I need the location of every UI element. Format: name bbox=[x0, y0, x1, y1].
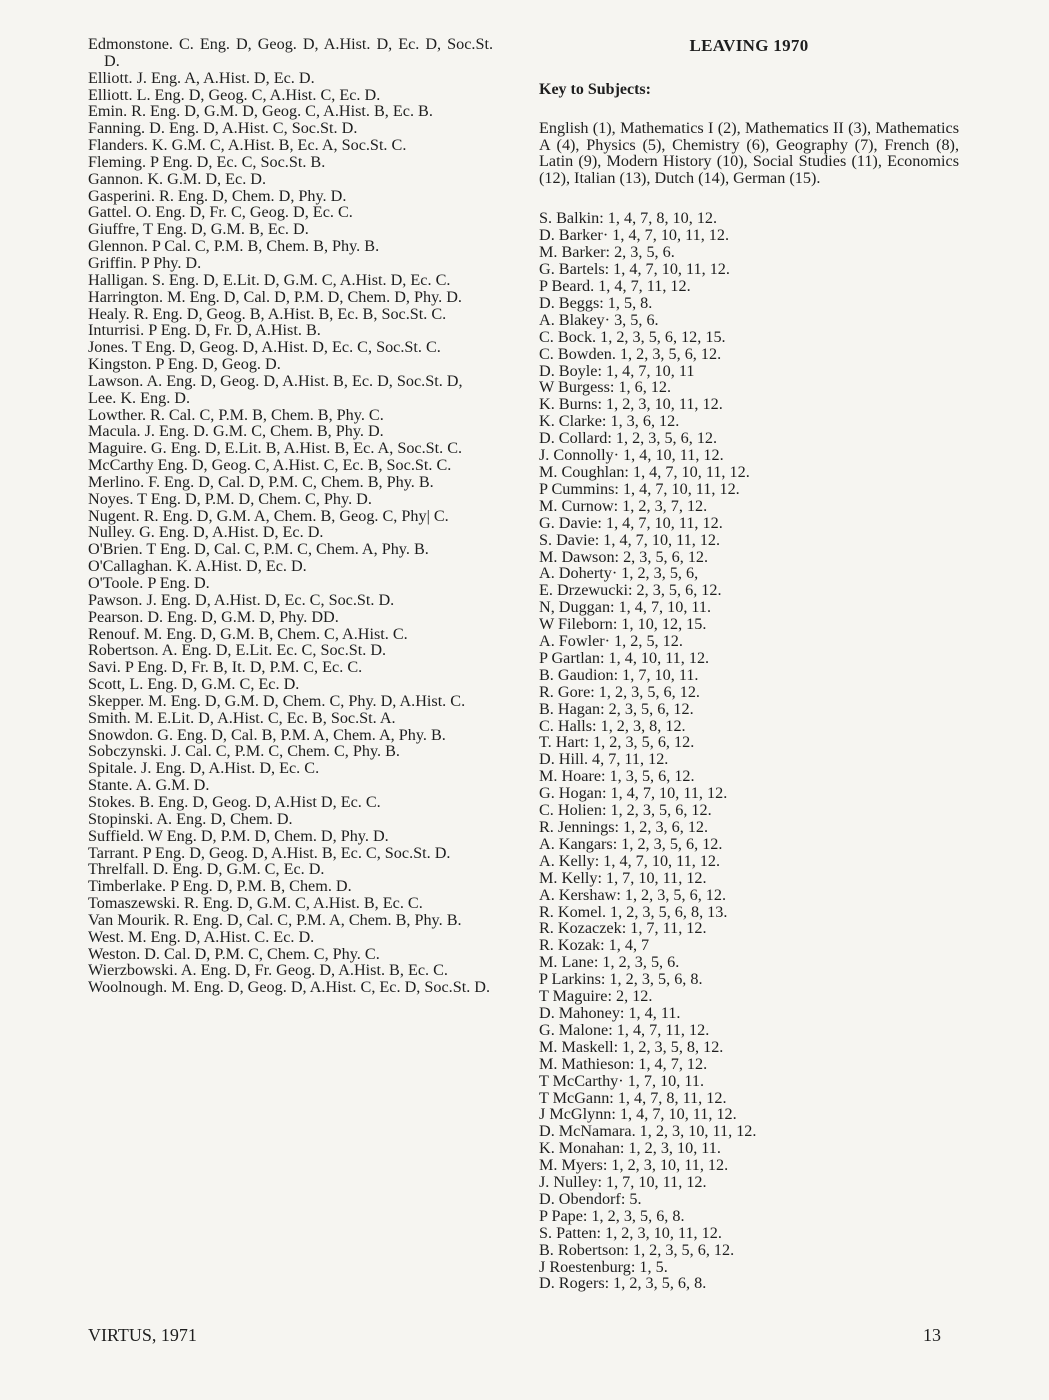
result-entry: Fanning. D. Eng. D, A.Hist. C, Soc.St. D. bbox=[88, 119, 358, 138]
student-entry: D. Collard: 1, 2, 3, 5, 6, 12. bbox=[539, 429, 718, 448]
result-entry: Scott, L. Eng. D, G.M. C, Ec. D. bbox=[88, 675, 300, 694]
student-entry: S. Davie: 1, 4, 7, 10, 11, 12. bbox=[539, 530, 721, 549]
student-entry: B. Gaudion: 1, 7, 10, 11. bbox=[539, 665, 699, 684]
student-entry: J Roestenburg: 1, 5. bbox=[539, 1257, 668, 1276]
student-entry: K. Monahan: 1, 2, 3, 10, 11. bbox=[539, 1139, 721, 1158]
student-entry: T McCarthy· 1, 7, 10, 11. bbox=[539, 1071, 705, 1090]
result-entry: Pawson. J. Eng. D, A.Hist. D, Ec. C, Soc.St. D. bbox=[88, 590, 395, 609]
result-entry: Stante. A. G.M. D. bbox=[88, 776, 210, 795]
student-entry: D. Boyle: 1, 4, 7, 10, 11 bbox=[539, 361, 695, 380]
student-entry: G. Hogan: 1, 4, 7, 10, 11, 12. bbox=[539, 784, 728, 803]
result-entry: Macula. J. Eng. D. G.M. C, Chem. B, Phy. D. bbox=[88, 422, 384, 441]
result-entry: Smith. M. E.Lit. D, A.Hist. C, Ec. B, Soc.St. A. bbox=[88, 708, 396, 727]
result-entry: Stopinski. A. Eng. D, Chem. D. bbox=[88, 809, 293, 828]
result-entry: Skepper. M. Eng. D, G.M. D, Chem. C, Phy. D, A.Hist. C. bbox=[88, 691, 466, 710]
student-entry: R. Komel. 1, 2, 3, 5, 6, 8, 13. bbox=[539, 902, 728, 921]
section-heading: LEAVING 1970 bbox=[689, 36, 809, 55]
student-entry: W Fileborn: 1, 10, 12, 15. bbox=[539, 615, 707, 634]
student-entry: M. Barker: 2, 3, 5, 6. bbox=[539, 243, 675, 262]
student-entry: E. Drzewucki: 2, 3, 5, 6, 12. bbox=[539, 581, 722, 600]
result-entry: Gattel. O. Eng. D, Fr. C, Geog. D, Ec. C. bbox=[88, 203, 353, 222]
student-entry: G. Davie: 1, 4, 7, 10, 11, 12. bbox=[539, 513, 723, 532]
result-entry: Lee. K. Eng. D. bbox=[88, 388, 191, 407]
student-entry: M. Kelly: 1, 7, 10, 11, 12. bbox=[539, 868, 707, 887]
result-entry: Giuffre, T Eng. D, G.M. B, Ec. D. bbox=[88, 220, 309, 239]
right-column bbox=[539, 36, 959, 1292]
result-entry: Halligan. S. Eng. D, E.Lit. D, G.M. C, A.Hist. D, Ec. C. bbox=[88, 270, 451, 289]
student-entry: T McGann: 1, 4, 7, 8, 11, 12. bbox=[539, 1088, 727, 1107]
result-entry: Lowther. R. Cal. C, P.M. B, Chem. B, Phy. C. bbox=[88, 405, 384, 424]
result-entry: O'Brien. T Eng. D, Cal. C, P.M. C, Chem. A, Phy. B. bbox=[88, 540, 429, 559]
student-entry: P Beard. 1, 4, 7, 11, 12. bbox=[539, 277, 691, 295]
result-entry: Nulley. G. Eng. D, A.Hist. D, Ec. D. bbox=[88, 523, 324, 542]
key-text: English (1), Mathematics I (2), Mathematics II (3), Mathematics A (4), Physics (5), Chemistry (6), Geography (7), French (8), Latin (9), Modern History (10), Social Studies (11), Economics (12), Italian (13), Dutch (14), German (15). bbox=[539, 119, 959, 187]
result-entry: Flanders. K. G.M. C, A.Hist. B, Ec. A, Soc.St. C. bbox=[88, 136, 407, 155]
student-entry: D. Rogers: 1, 2, 3, 5, 6, 8. bbox=[539, 1274, 707, 1293]
student-entry: R. Gore: 1, 2, 3, 5, 6, 12. bbox=[539, 682, 700, 701]
student-entry: J McGlynn: 1, 4, 7, 10, 11, 12. bbox=[539, 1105, 737, 1124]
student-entry: B. Robertson: 1, 2, 3, 5, 6, 12. bbox=[539, 1240, 735, 1259]
student-entry: D. Beggs: 1, 5, 8. bbox=[539, 293, 653, 312]
result-entry: Harrington. M. Eng. D, Cal. D, P.M. D, Chem. D, Phy. D. bbox=[88, 287, 462, 306]
student-entry: A. Fowler· 1, 2, 5, 12. bbox=[539, 632, 683, 651]
result-entry: Nugent. R. Eng. D, G.M. A, Chem. B, Geog. C, Phy| C. bbox=[88, 506, 449, 525]
result-entry: Merlino. F. Eng. D, Cal. D, P.M. C, Chem. B, Phy. B. bbox=[88, 472, 434, 491]
student-entry: C. Holien: 1, 2, 3, 5, 6, 12. bbox=[539, 801, 712, 820]
result-entry: Suffield. W Eng. D, P.M. D, Chem. D, Phy. D. bbox=[88, 826, 389, 845]
result-entry: Maguire. G. Eng. D, E.Lit. B, A.Hist. B, Ec. A, Soc.St. C. bbox=[88, 439, 463, 458]
student-entry: M. Mathieson: 1, 4, 7, 12. bbox=[539, 1054, 708, 1073]
left-column bbox=[88, 36, 493, 996]
result-entry: Griffin. P Phy. D. bbox=[88, 253, 202, 272]
key-title: Key to Subjects: bbox=[539, 81, 651, 98]
result-entry: Sobczynski. J. Cal. C, P.M. C, Chem. C, Phy. B. bbox=[88, 742, 400, 761]
result-entry: Spitale. J. Eng. D, A.Hist. D, Ec. C. bbox=[88, 759, 320, 778]
student-entry: C. Halls: 1, 2, 3, 8, 12. bbox=[539, 716, 686, 735]
student-entry: P Gartlan: 1, 4, 10, 11, 12. bbox=[539, 648, 710, 667]
student-entry: D. Obendorf: 5. bbox=[539, 1189, 642, 1208]
result-entry: Tarrant. P Eng. D, Geog. D, A.Hist. B, Ec. C, Soc.St. D. bbox=[88, 843, 451, 862]
student-entry: P Cummins: 1, 4, 7, 10, 11, 12. bbox=[539, 479, 740, 498]
result-entry: Stokes. B. Eng. D, Geog. D, A.Hist D, Ec. C. bbox=[88, 792, 381, 811]
student-entry: K. Clarke: 1, 3, 6, 12. bbox=[539, 412, 680, 431]
result-entry: Glennon. P Cal. C, P.M. B, Chem. B, Phy. B. bbox=[88, 237, 380, 256]
result-entry: Jones. T Eng. D, Geog. D, A.Hist. D, Ec. C, Soc.St. C. bbox=[88, 338, 441, 357]
student-entry: S. Patten: 1, 2, 3, 10, 11, 12. bbox=[539, 1223, 722, 1242]
result-entry: Gannon. K. G.M. D, Ec. D. bbox=[88, 169, 267, 188]
student-entry: M. Hoare: 1, 3, 5, 6, 12. bbox=[539, 767, 695, 786]
result-entry: Tomaszewski. R. Eng. D, G.M. C, A.Hist. B, Ec. C. bbox=[88, 894, 423, 913]
student-entry: A. Kelly: 1, 4, 7, 10, 11, 12. bbox=[539, 851, 721, 870]
student-entry: S. Balkin: 1, 4, 7, 8, 10, 12. bbox=[539, 209, 718, 228]
result-entry: Healy. R. Eng. D, Geog. B, A.Hist. B, Ec. B, Soc.St. C. bbox=[88, 304, 447, 323]
student-entry: A. Kangars: 1, 2, 3, 5, 6, 12. bbox=[539, 834, 723, 853]
result-entry: Pearson. D. Eng. D, G.M. D, Phy. DD. bbox=[88, 607, 339, 626]
student-entry: W Burgess: 1, 6, 12. bbox=[539, 378, 672, 397]
student-entry: P Larkins: 1, 2, 3, 5, 6, 8. bbox=[539, 970, 703, 989]
student-entry: D. McNamara. 1, 2, 3, 10, 11, 12. bbox=[539, 1122, 757, 1141]
student-entry: N, Duggan: 1, 4, 7, 10, 11. bbox=[539, 598, 712, 617]
student-list bbox=[539, 210, 959, 1292]
student-entry: C. Bowden. 1, 2, 3, 5, 6, 12. bbox=[539, 344, 722, 363]
result-entry: O'Toole. P Eng. D. bbox=[88, 574, 210, 592]
student-entry: R. Kozaczek: 1, 7, 11, 12. bbox=[539, 919, 707, 938]
result-entry: Van Mourik. R. Eng. D, Cal. C, P.M. A, Chem. B, Phy. B. bbox=[88, 910, 462, 929]
result-entry: Threlfall. D. Eng. D, G.M. C, Ec. D. bbox=[88, 860, 325, 879]
result-entry: West. M. Eng. D, A.Hist. C. Ec. D. bbox=[88, 927, 315, 946]
result-entry: Woolnough. M. Eng. D, Geog. D, A.Hist. C, Ec. D, Soc.St. D. bbox=[88, 978, 491, 997]
result-entry: Edmonstone. C. Eng. D, Geog. D, A.Hist. D, Ec. D, Soc.St. D. bbox=[88, 35, 493, 70]
student-entry: A. Doherty· 1, 2, 3, 5, 6, bbox=[539, 564, 699, 583]
result-entry: Robertson. A. Eng. D, E.Lit. Ec. C, Soc.St. D. bbox=[88, 641, 387, 660]
student-entry: R. Jennings: 1, 2, 3, 6, 12. bbox=[539, 818, 709, 836]
student-entry: K. Burns: 1, 2, 3, 10, 11, 12. bbox=[539, 395, 723, 414]
student-entry: M. Maskell: 1, 2, 3, 5, 8, 12. bbox=[539, 1037, 724, 1056]
student-entry: A. Kershaw: 1, 2, 3, 5, 6, 12. bbox=[539, 885, 727, 904]
student-entry: J. Connolly· 1, 4, 10, 11, 12. bbox=[539, 446, 724, 465]
result-entry: Wierzbowski. A. Eng. D, Fr. Geog. D, A.Hist. B, Ec. C. bbox=[88, 961, 448, 980]
result-entry: O'Callaghan. K. A.Hist. D, Ec. D. bbox=[88, 557, 307, 576]
student-entry: M. Coughlan: 1, 4, 7, 10, 11, 12. bbox=[539, 462, 750, 481]
student-entry: M. Curnow: 1, 2, 3, 7, 12. bbox=[539, 496, 708, 515]
student-entry: M. Lane: 1, 2, 3, 5, 6. bbox=[539, 953, 680, 972]
footer-publication: VIRTUS, 1971 bbox=[88, 1325, 197, 1345]
result-entry: Gasperini. R. Eng. D, Chem. D, Phy. D. bbox=[88, 186, 347, 205]
result-entry: Weston. D. Cal. D, P.M. C, Chem. C, Phy. C. bbox=[88, 944, 380, 963]
student-entry: G. Bartels: 1, 4, 7, 10, 11, 12. bbox=[539, 260, 730, 279]
student-entry: D. Hill. 4, 7, 11, 12. bbox=[539, 750, 669, 769]
result-entry: Inturrisi. P Eng. D, Fr. D, A.Hist. B. bbox=[88, 321, 321, 340]
result-entry: Emin. R. Eng. D, G.M. D, Geog. C, A.Hist. B, Ec. B. bbox=[88, 102, 433, 121]
student-entry: G. Malone: 1, 4, 7, 11, 12. bbox=[539, 1020, 710, 1039]
result-entry: Snowdon. G. Eng. D, Cal. B, P.M. A, Chem. A, Phy. B. bbox=[88, 725, 446, 744]
student-entry: P Pape: 1, 2, 3, 5, 6, 8. bbox=[539, 1206, 685, 1225]
student-entry: M. Dawson: 2, 3, 5, 6, 12. bbox=[539, 547, 709, 566]
student-entry: A. Blakey· 3, 5, 6. bbox=[539, 310, 659, 329]
result-entry: Timberlake. P Eng. D, P.M. B, Chem. D. bbox=[88, 877, 352, 896]
result-entry: Fleming. P Eng. D, Ec. C, Soc.St. B. bbox=[88, 152, 326, 171]
student-entry: D. Mahoney: 1, 4, 11. bbox=[539, 1003, 681, 1022]
page-number: 13 bbox=[923, 1325, 941, 1345]
result-entry: Lawson. A. Eng. D, Geog. D, A.Hist. B, Ec. D, Soc.St. D, bbox=[88, 371, 463, 390]
student-entry: B. Hagan: 2, 3, 5, 6, 12. bbox=[539, 699, 694, 718]
result-entry: Savi. P Eng. D, Fr. B, It. D, P.M. C, Ec. C. bbox=[88, 658, 363, 677]
student-entry: T Maguire: 2, 12. bbox=[539, 987, 653, 1006]
student-entry: C. Bock. 1, 2, 3, 5, 6, 12, 15. bbox=[539, 327, 726, 346]
result-entry: Kingston. P Eng. D, Geog. D. bbox=[88, 355, 281, 374]
result-entry: Noyes. T Eng. D, P.M. D, Chem. C, Phy. D. bbox=[88, 489, 372, 508]
result-entry: Elliott. L. Eng. D, Geog. C, A.Hist. C, Ec. D. bbox=[88, 85, 381, 104]
result-entry: Renouf. M. Eng. D, G.M. B, Chem. C, A.Hist. C. bbox=[88, 624, 408, 643]
student-entry: J. Nulley: 1, 7, 10, 11, 12. bbox=[539, 1173, 707, 1192]
student-entry: D. Barker· 1, 4, 7, 10, 11, 12. bbox=[539, 226, 730, 245]
result-entry: McCarthy Eng. D, Geog. C, A.Hist. C, Ec. B, Soc.St. C. bbox=[88, 456, 452, 475]
student-entry: M. Myers: 1, 2, 3, 10, 11, 12. bbox=[539, 1156, 729, 1175]
student-entry: R. Kozak: 1, 4, 7 bbox=[539, 936, 650, 955]
student-entry: T. Hart: 1, 2, 3, 5, 6, 12. bbox=[539, 733, 695, 752]
result-entry: Elliott. J. Eng. A, A.Hist. D, Ec. D. bbox=[88, 68, 315, 87]
